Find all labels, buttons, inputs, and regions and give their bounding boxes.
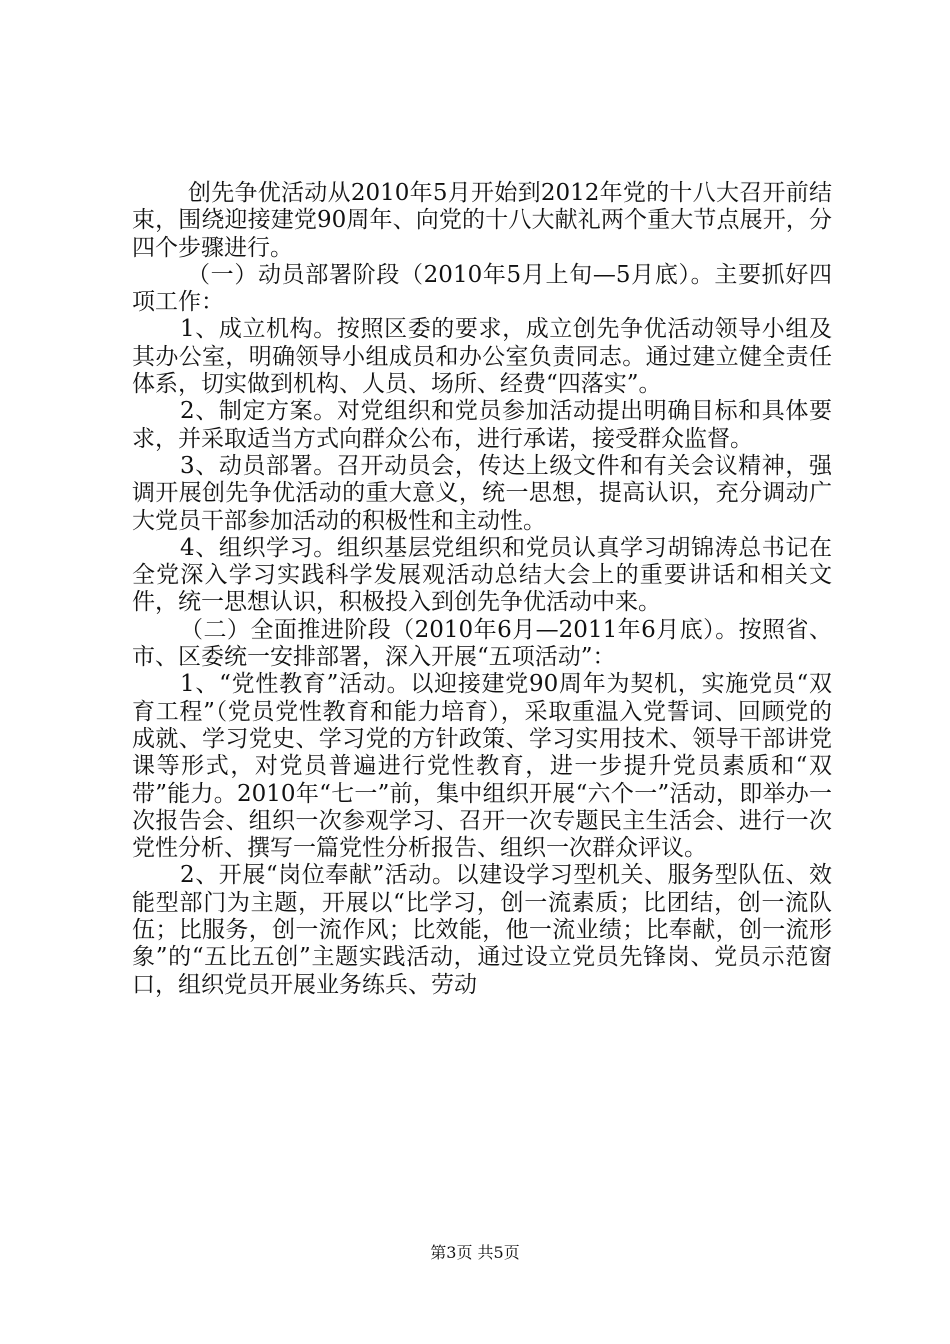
document-body xyxy=(132,180,832,999)
paragraph-organize-study: 4、组织学习。组织基层党组织和党员认真学习胡锦涛总书记在全党深入学习实践科学发展观活动总结大会上的重要讲话和相关文件，统一思想认识，积极投入到创先争优活动中来。 xyxy=(132,534,832,616)
paragraph-formulate-plan: 2、制定方案。对党组织和党员参加活动提出明确目标和具体要求，并采取适当方式向群众公布，进行承诺，接受群众监督。 xyxy=(132,398,832,452)
paragraph-stage-two: （二）全面推进阶段（2010年6月—2011年6月底）。按照省、市、区委统一安排部署，深入开展“五项活动”： xyxy=(132,616,832,671)
paragraph-party-education: 1、“党性教育”活动。以迎接建党90周年为契机，实施党员“双育工程”（党员党性教育和能力培育），采取重温入党誓词、回顾党的成就、学习党史、学习党的方针政策、学习实用技术、领导干部讲党课等形式，对党员普遍进行党性教育，进一步提升党员素质和“双带”能力。2010年“七一”前，集中组织开展“六个一”活动，即举办一次报告会、组织一次参观学习、召开一次专题民主生活会、进行一次党性分析、撰写一篇党性分析报告、组织一次群众评议。 xyxy=(132,671,832,862)
page-number-label: 第3页 共5页 xyxy=(430,1243,520,1262)
page-footer xyxy=(0,1243,950,1263)
paragraph-stage-one: （一）动员部署阶段（2010年5月上旬—5月底）。主要抓好四项工作： xyxy=(132,261,832,316)
paragraph-intro: 创先争优活动从2010年5月开始到2012年党的十八大召开前结束，围绕迎接建党90周年、向党的十八大献礼两个重大节点展开，分四个步骤进行。 xyxy=(132,180,832,261)
paragraph-establish-organization: 1、成立机构。按照区委的要求，成立创先争优活动领导小组及其办公室，明确领导小组成员和办公室负责同志。通过建立健全责任体系，切实做到机构、人员、场所、经费“四落实”。 xyxy=(132,316,832,398)
paragraph-mobilization: 3、动员部署。召开动员会，传达上级文件和有关会议精神，强调开展创先争优活动的重大意义，统一思想，提高认识，充分调动广大党员干部参加活动的积极性和主动性。 xyxy=(132,452,832,534)
paragraph-post-dedication: 2、开展“岗位奉献”活动。以建设学习型机关、服务型队伍、效能型部门为主题，开展以“比学习，创一流素质；比团结，创一流队伍；比服务，创一流作风；比效能，他一流业绩；比奉献，创一流形象”的“五比五创”主题实践活动，通过设立党员先锋岗、党员示范窗口，组织党员开展业务练兵、劳动 xyxy=(132,862,832,998)
